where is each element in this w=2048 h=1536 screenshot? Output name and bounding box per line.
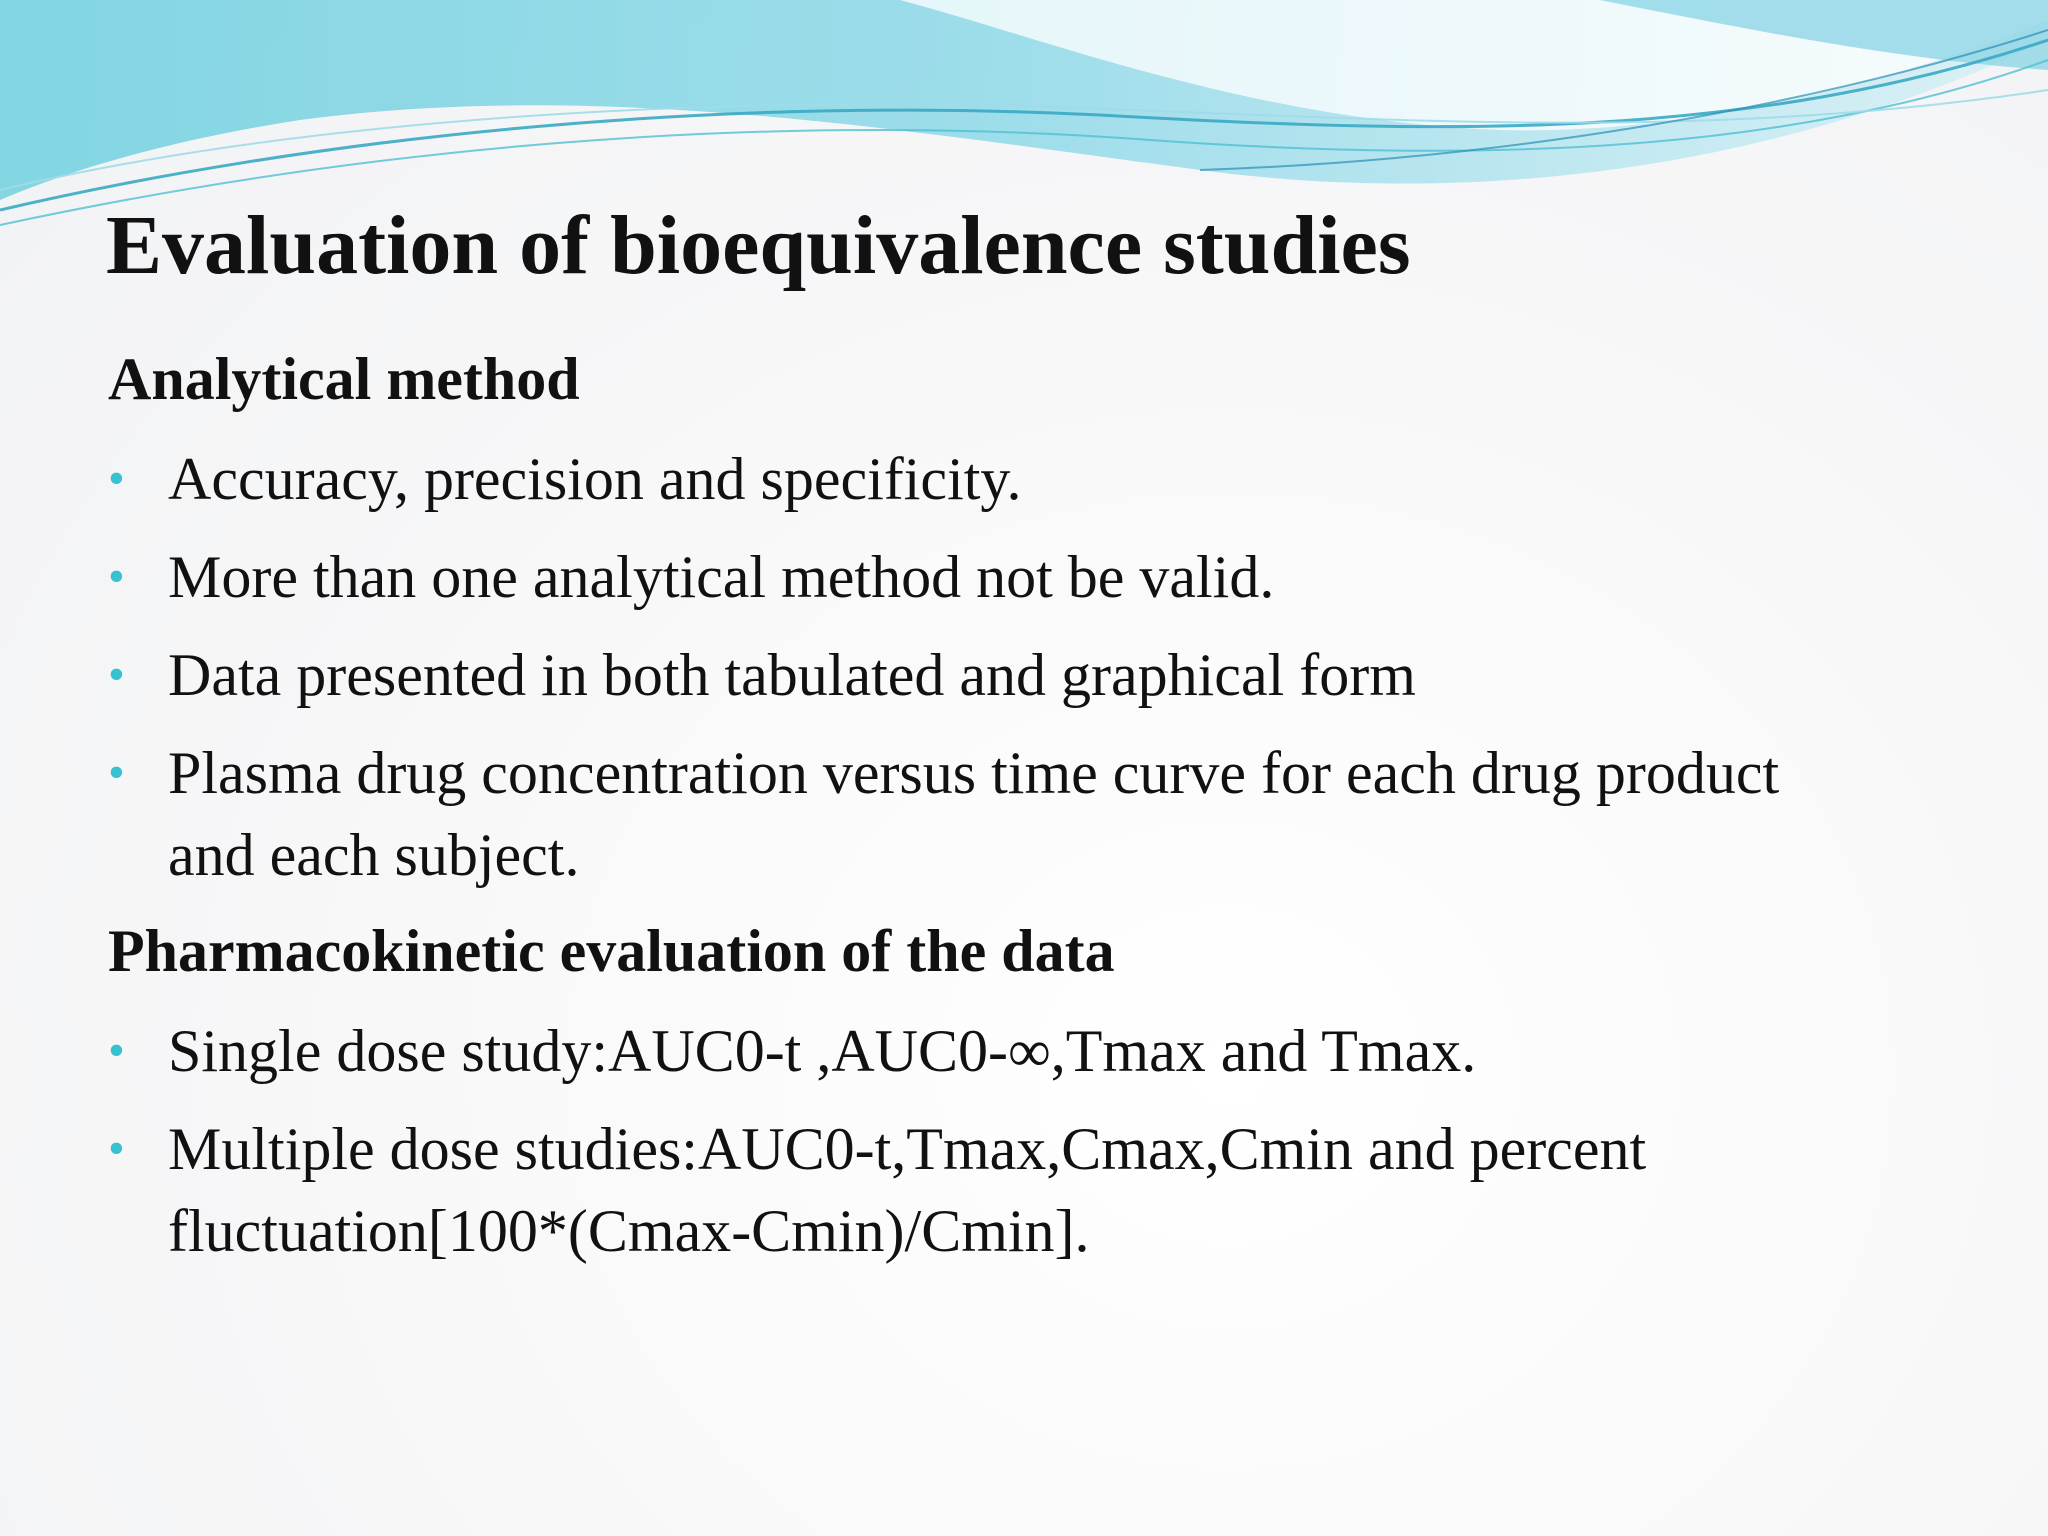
bullet-dot-icon: • (108, 1122, 125, 1175)
section-heading-analytical-method: Analytical method (108, 346, 580, 412)
section-heading-pharmacokinetic-evaluation: Pharmacokinetic evaluation of the data (108, 918, 1115, 984)
bullet-item (108, 1010, 1908, 1092)
bullet-item (108, 634, 1908, 716)
bullet-dot-icon: • (108, 452, 125, 505)
bullet-text: Accuracy, precision and specificity. (168, 446, 1022, 512)
bullet-item (108, 732, 1868, 896)
bullet-list-pharmacokinetic-evaluation (108, 1010, 1908, 1288)
slide-title: Evaluation of bioequivalence studies (106, 199, 1411, 292)
bullet-dot-icon: • (108, 1024, 125, 1077)
bullet-text: Plasma drug concentration versus time curve for each drug product and each subject. (168, 740, 1780, 888)
bullet-item (108, 1108, 1968, 1272)
bullet-list-analytical-method (108, 438, 1908, 912)
bullet-text: Multiple dose studies:AUC0-t,Tmax,Cmax,Cmin and percent fluctuation[100*(Cmax-Cmin)/Cmin]. (168, 1116, 1647, 1264)
bullet-item (108, 438, 1908, 520)
bullet-text: More than one analytical method not be valid. (168, 544, 1275, 610)
bullet-dot-icon: • (108, 746, 125, 799)
bullet-dot-icon: • (108, 550, 125, 603)
bullet-item (108, 536, 1908, 618)
bullet-text: Data presented in both tabulated and graphical form (168, 642, 1416, 708)
bullet-dot-icon: • (108, 648, 125, 701)
bullet-text: Single dose study:AUC0-t ,AUC0-∞,Tmax and Tmax. (168, 1018, 1477, 1084)
